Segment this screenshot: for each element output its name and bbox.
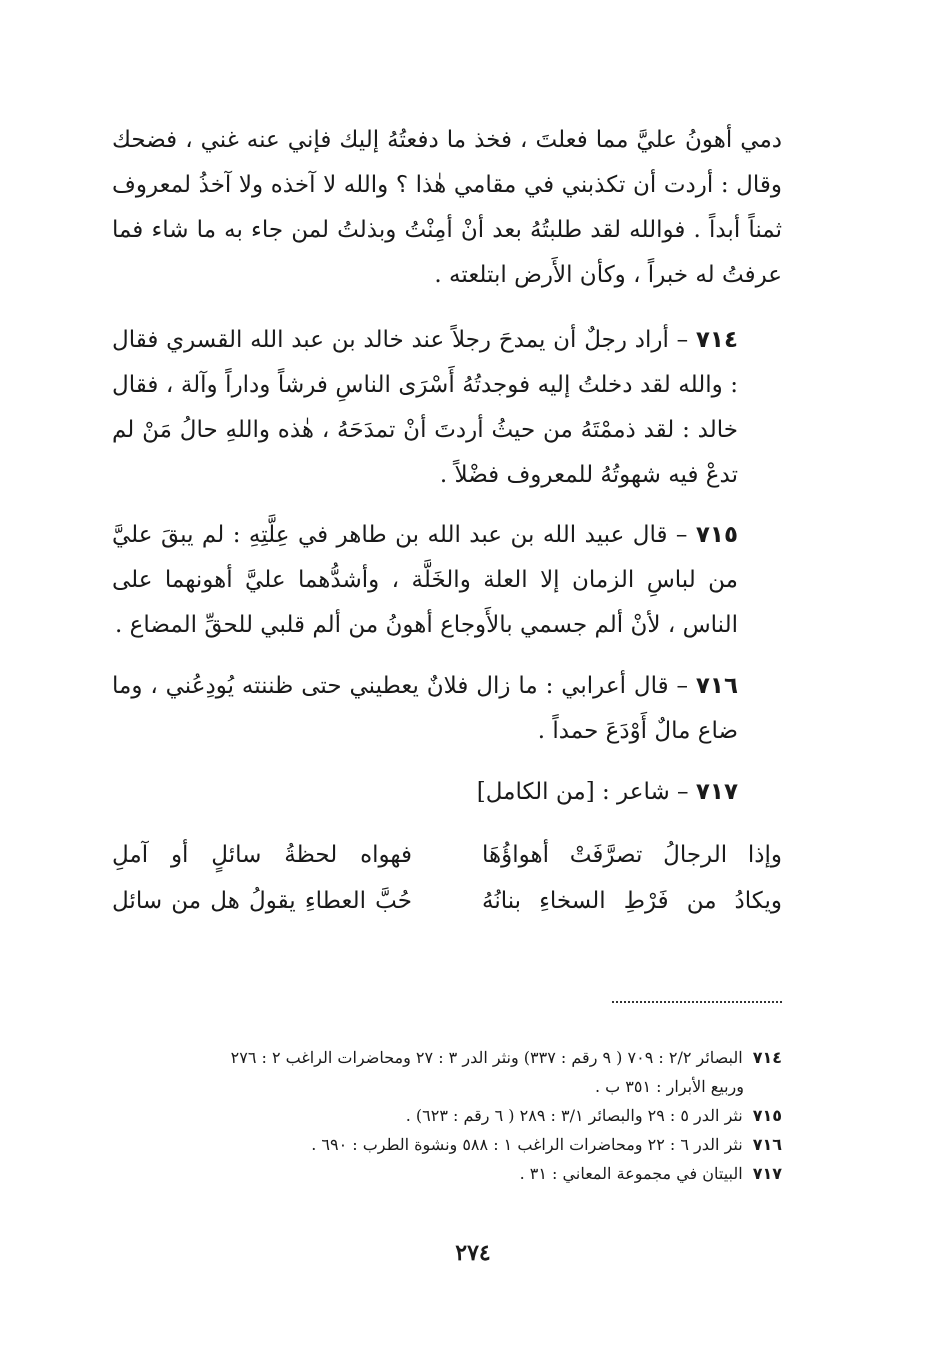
footnote-714	[112, 1043, 782, 1072]
footnote-714-continuation: وربيع الأبرار : ٣٥١ ب .	[594, 1077, 744, 1096]
footnote-text: نثر الدر ٥ : ٢٩ والبصائر ٣/١ : ٢٨٩ ( ٦ رقم : ٦٢٣) .	[405, 1106, 743, 1125]
footnote-number: ٧١٦	[752, 1135, 782, 1154]
entry-715	[112, 513, 782, 648]
paragraph-continuation	[112, 118, 782, 298]
footnote-716	[112, 1130, 782, 1159]
footnote-text: نثر الدر ٦ : ٢٢ ومحاضرات الراغب ١ : ٥٨٨ ونشوة الطرب : ٦٩٠ .	[311, 1135, 743, 1154]
footnote-715	[112, 1101, 782, 1130]
footnote-number: ٧١٤	[752, 1048, 782, 1067]
hemistich-second: فهواه لحظةُ سائلٍ أو آملِ	[112, 842, 412, 868]
entry-text: – قال أعرابي : ما زال فلانٌ يعطيني حتى ظننته يُودِعُني ، وما ضاع مالٌ أَوْدَعَ حمداً .	[112, 673, 738, 744]
entry-717	[112, 770, 782, 815]
hemistich-first: ويكادُ من فَرْطِ السخاءِ بنانُهُ	[482, 888, 782, 914]
entry-number: ٧١٧	[695, 779, 738, 805]
hemistich-second: حُبَّ العطاءِ يقولُ هل من سائل	[112, 888, 412, 914]
entry-number: ٧١٤	[695, 327, 738, 353]
paragraph-text: دمي أهونُ عليَّ مما فعلتَ ، فخذ ما دفعتُهُ إليك فإني عنه غني ، فضحك وقال : أردت أن تكذبني في مقامي هٰذا ؟ والله لا آخذه ولا آخذُ لمعروف ثمناً أبداً . فوالله لقد طلبتُهُ بعد أنْ أمِنْتُ وبذلتُ لمن جاء به ما شاء فما عرفتُ له خبراً ، وكأن الأَرض ابتلعته .	[112, 127, 782, 288]
entry-text: – شاعر : [من الكامل]	[476, 779, 689, 805]
entry-number: ٧١٥	[695, 522, 738, 548]
footnote-text: البصائر ٢/٢ : ٧٠٩ ( ٩ رقم : ٣٣٧) ونثر الدر ٣ : ٢٧ ومحاضرات الراغب ٢ : ٢٧٦	[230, 1048, 743, 1067]
page-number: ٢٧٤	[455, 1240, 491, 1266]
hemistich-first: وإذا الرجالُ تصرَّفَتْ أهواؤُهَا	[482, 842, 782, 868]
footnote-number: ٧١٧	[752, 1164, 782, 1183]
footnote-divider	[612, 1001, 782, 1003]
entry-text: – قال عبيد الله بن عبد الله بن طاهر في عِلَّتِهِ : لم يبقَ عليَّ من لباسِ الزمان إلا العلة والخَلَّة ، وأشدُّهما عليَّ أهونهما على الناس ، لأنْ ألم جسمي بالأَوجاع أهونُ من ألم قلبي للحقِّ المضاع .	[112, 522, 738, 638]
footnotes	[112, 1043, 782, 1188]
footnote-number: ٧١٥	[752, 1106, 782, 1125]
verse-line	[112, 832, 782, 878]
entry-text: – أراد رجلٌ أن يمدحَ رجلاً عند خالد بن عبد الله القسري فقال : والله لقد دخلتُ إليه فوجدتُهُ أَسْرَى الناسِ فرشاً وداراً وآلة ، فقال خالد : لقد ذممْتَهُ من حيثُ أردتَ أنْ تمدَحَهُ ، هٰذه واللهِ حالُ مَنْ لم تدعْ فيه شهوتُهُ للمعروف فضْلاً .	[112, 327, 738, 488]
entry-714	[112, 318, 782, 498]
footnote-text: البيتان في مجموعة المعاني : ٣١ .	[519, 1164, 743, 1183]
verse-line	[112, 878, 782, 924]
entry-716	[112, 664, 782, 754]
entry-number: ٧١٦	[695, 673, 738, 699]
footnote-717	[112, 1159, 782, 1188]
poem	[112, 832, 782, 924]
